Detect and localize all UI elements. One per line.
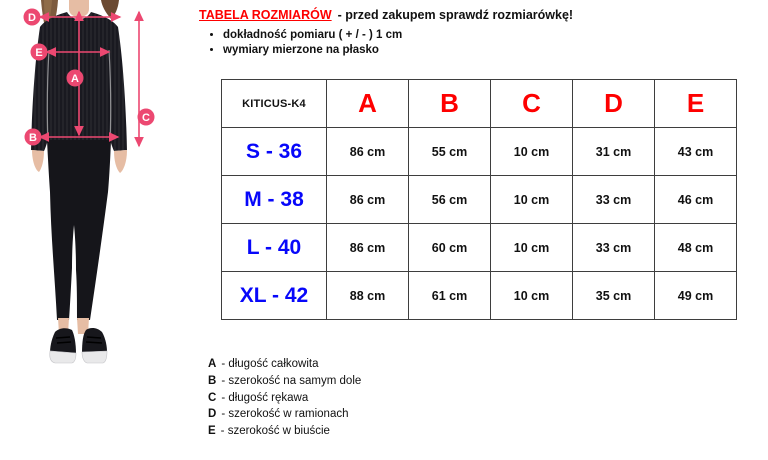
cell-value: 86 cm [327, 224, 409, 272]
svg-text:A: A [71, 73, 79, 85]
cell-value: 86 cm [327, 176, 409, 224]
measure-marker-a [67, 70, 84, 87]
legend-text: - szerokość na samym dole [221, 374, 362, 387]
cell-value: 55 cm [409, 128, 491, 176]
page-title-suffix: - przed zakupem sprawdź rozmiarówkę! [337, 8, 574, 22]
legend-letter: C [208, 391, 217, 404]
size-label: L - 40 [222, 224, 327, 272]
svg-text:C: C [142, 112, 150, 124]
cell-value: 33 cm [573, 224, 655, 272]
measurement-legend [208, 356, 361, 440]
col-header-e: E [655, 80, 737, 128]
header [199, 8, 573, 59]
svg-text:E: E [35, 47, 43, 59]
legend-letter: B [208, 374, 217, 387]
cell-value: 33 cm [573, 176, 655, 224]
size-row-l [222, 224, 737, 272]
hand-left [32, 150, 44, 172]
col-header-a: A [327, 80, 409, 128]
cell-value: 10 cm [491, 176, 573, 224]
cell-value: 48 cm [655, 224, 737, 272]
size-label: M - 38 [222, 176, 327, 224]
legend-text: - długość rękawa [221, 391, 309, 404]
page-title-highlight: TABELA ROZMIARÓW [199, 8, 332, 22]
cell-value: 49 cm [655, 272, 737, 320]
note-accuracy: • dokładność pomiaru ( + / - ) 1 cm [223, 29, 573, 41]
measure-marker-e [31, 44, 48, 61]
size-table [221, 79, 737, 320]
legend-text: - szerokość w biuście [220, 425, 330, 438]
measure-marker-c [138, 109, 155, 126]
cell-value: 31 cm [573, 128, 655, 176]
legend-item-b [208, 373, 361, 390]
measurement-notes [199, 29, 573, 56]
cell-value: 56 cm [409, 176, 491, 224]
measure-marker-b [25, 129, 42, 146]
legend-item-e [208, 423, 361, 440]
cell-value: 35 cm [573, 272, 655, 320]
size-row-m [222, 176, 737, 224]
col-header-b: B [409, 80, 491, 128]
cell-value: 10 cm [491, 224, 573, 272]
cell-value: 86 cm [327, 128, 409, 176]
size-table-header-row [222, 80, 737, 128]
size-row-xl [222, 272, 737, 320]
cell-value: 46 cm [655, 176, 737, 224]
legend-text: - szerokość w ramionach [221, 408, 349, 421]
measure-marker-d [24, 9, 41, 26]
hand-right [114, 150, 127, 173]
cell-value: 10 cm [491, 272, 573, 320]
size-row-s [222, 128, 737, 176]
legend-item-c [208, 390, 361, 407]
legend-letter: A [208, 358, 217, 370]
col-header-c: C [491, 80, 573, 128]
svg-text:B: B [29, 132, 37, 144]
page-title [199, 8, 573, 22]
leggings [47, 140, 111, 320]
cell-value: 61 cm [409, 272, 491, 320]
cell-value: 43 cm [655, 128, 737, 176]
legend-text: - długość całkowita [221, 358, 319, 370]
product-model-name: KITICUS-K4 [222, 80, 327, 128]
cell-value: 60 cm [409, 224, 491, 272]
legend-letter: D [208, 408, 217, 421]
legend-letter: E [208, 425, 216, 438]
note-flat: • wymiary mierzone na płasko [223, 44, 573, 56]
col-header-d: D [573, 80, 655, 128]
legend-item-d [208, 406, 361, 423]
size-label: XL - 42 [222, 272, 327, 320]
legend-item-a [208, 356, 361, 373]
cell-value: 88 cm [327, 272, 409, 320]
cell-value: 10 cm [491, 128, 573, 176]
size-label: S - 36 [222, 128, 327, 176]
svg-text:D: D [28, 12, 36, 24]
product-photo [6, 0, 191, 366]
